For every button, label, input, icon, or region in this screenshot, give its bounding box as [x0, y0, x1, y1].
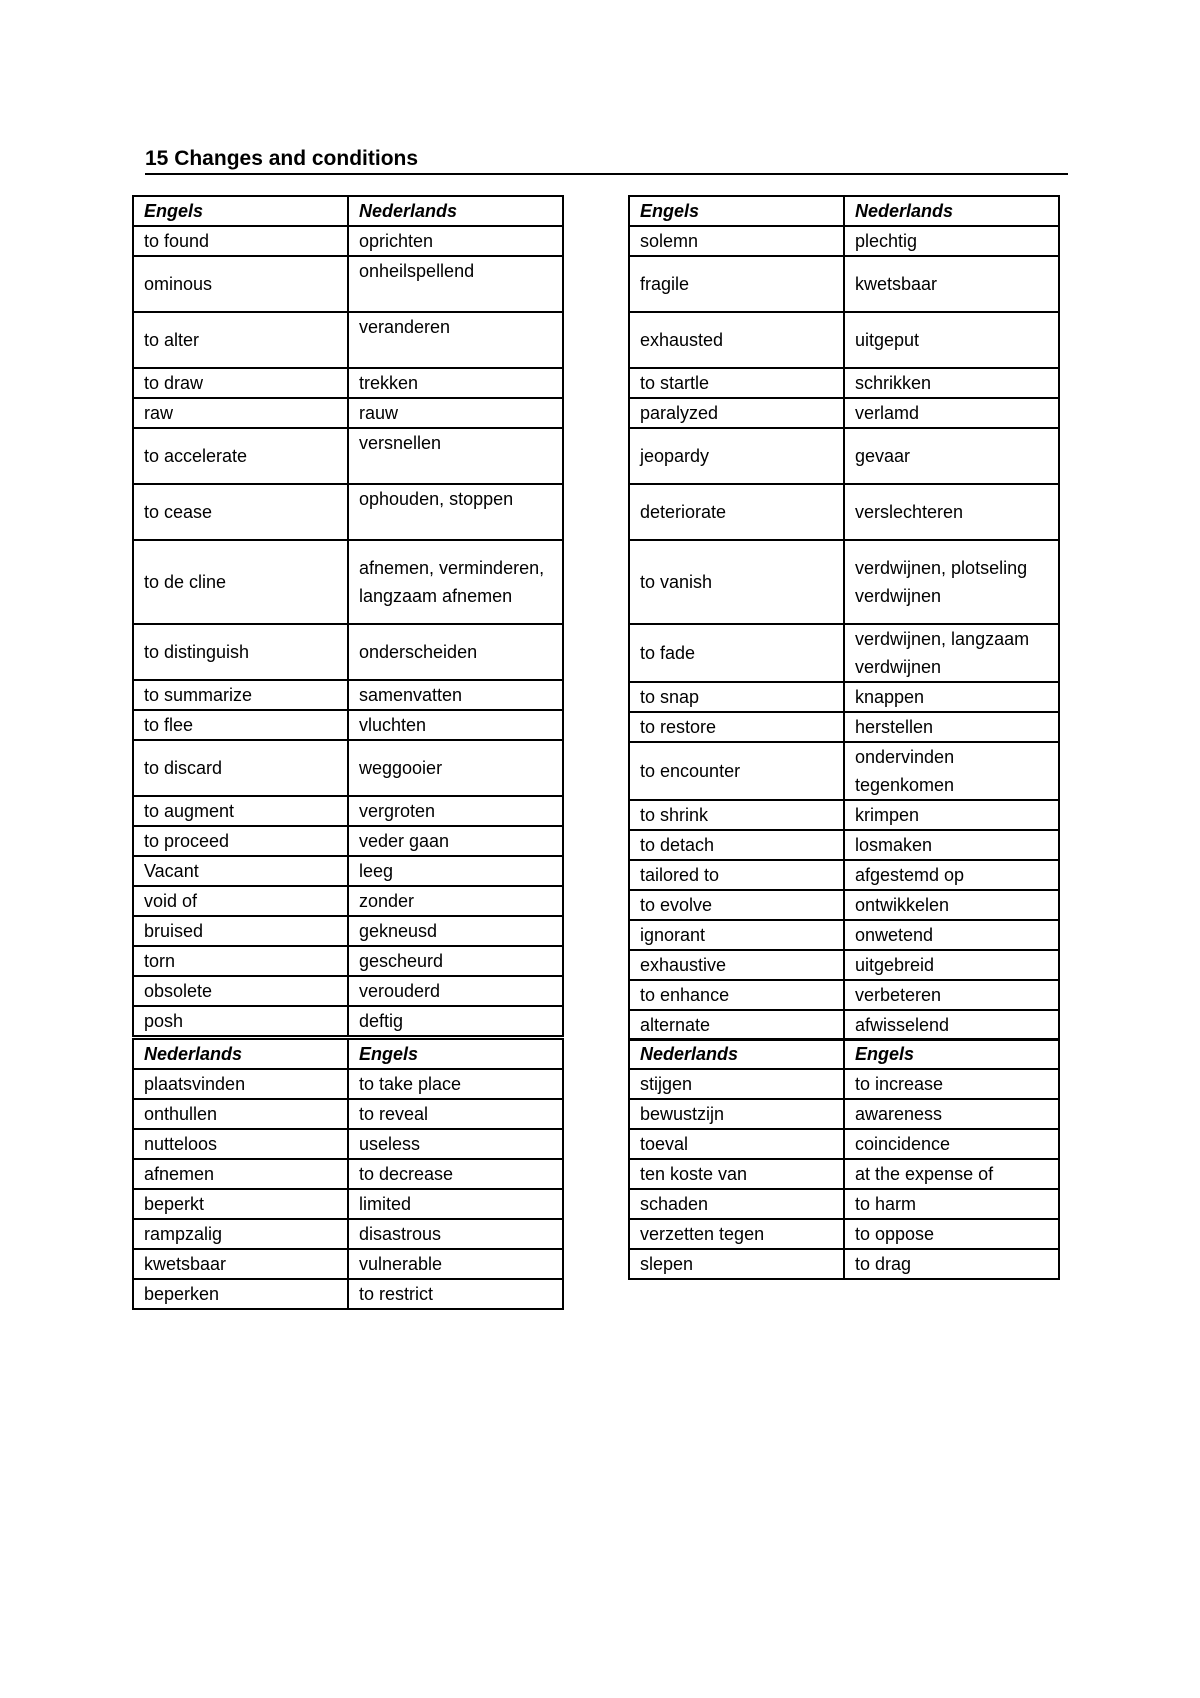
translation-cell: disastrous — [348, 1219, 563, 1249]
table-row — [133, 1069, 563, 1099]
translation-cell: to decrease — [348, 1159, 563, 1189]
table-row — [629, 312, 1059, 368]
term-cell: to evolve — [629, 890, 844, 920]
term-cell: to augment — [133, 796, 348, 826]
table-row — [629, 800, 1059, 830]
translation-cell: verdwijnen, plotseling verdwijnen — [844, 540, 1059, 624]
table-row — [629, 682, 1059, 712]
term-cell: exhausted — [629, 312, 844, 368]
table-row — [629, 428, 1059, 484]
term-cell: to shrink — [629, 800, 844, 830]
table-row — [629, 1010, 1059, 1040]
table-row — [629, 860, 1059, 890]
table-row — [133, 312, 563, 368]
translation-cell: ophouden, stoppen — [348, 484, 563, 540]
table-row — [133, 226, 563, 256]
translation-cell: verbeteren — [844, 980, 1059, 1010]
translation-cell: afgestemd op — [844, 860, 1059, 890]
term-cell: paralyzed — [629, 398, 844, 428]
table-row — [629, 1159, 1059, 1189]
term-cell: ominous — [133, 256, 348, 312]
translation-cell: gevaar — [844, 428, 1059, 484]
translation-cell: samenvatten — [348, 680, 563, 710]
translation-cell: schrikken — [844, 368, 1059, 398]
vocab-table-nederlands-engels-left — [132, 1038, 564, 1310]
term-cell: nutteloos — [133, 1129, 348, 1159]
table-row — [629, 1189, 1059, 1219]
translation-cell: weggooier — [348, 740, 563, 796]
table-row — [629, 890, 1059, 920]
table-row — [133, 796, 563, 826]
translation-cell: veder gaan — [348, 826, 563, 856]
table-row — [629, 1249, 1059, 1279]
term-cell: beperkt — [133, 1189, 348, 1219]
term-cell: ignorant — [629, 920, 844, 950]
translation-cell: awareness — [844, 1099, 1059, 1129]
vocab-table-nederlands-engels-right — [628, 1038, 1060, 1280]
table-row — [629, 950, 1059, 980]
vocab-table-engels-nederlands-left — [132, 195, 564, 1037]
column-header: Engels — [629, 196, 844, 226]
table-row — [133, 1006, 563, 1036]
translation-cell: vluchten — [348, 710, 563, 740]
term-cell: to restore — [629, 712, 844, 742]
table-row — [133, 946, 563, 976]
term-cell: solemn — [629, 226, 844, 256]
column-header: Nederlands — [844, 196, 1059, 226]
term-cell: afnemen — [133, 1159, 348, 1189]
translation-cell: onheilspellend — [348, 256, 563, 312]
table-row — [133, 886, 563, 916]
translation-cell: krimpen — [844, 800, 1059, 830]
term-cell: raw — [133, 398, 348, 428]
table-row — [629, 624, 1059, 682]
term-cell: fragile — [629, 256, 844, 312]
term-cell: posh — [133, 1006, 348, 1036]
translation-cell: zonder — [348, 886, 563, 916]
term-cell: alternate — [629, 1010, 844, 1040]
column-header: Nederlands — [133, 1039, 348, 1069]
table-row — [629, 1099, 1059, 1129]
table-header-row — [629, 1039, 1059, 1069]
page-title: 15 Changes and conditions — [145, 147, 419, 170]
term-cell: to accelerate — [133, 428, 348, 484]
translation-cell: deftig — [348, 1006, 563, 1036]
table-row — [133, 1249, 563, 1279]
vocab-table-engels-nederlands-right — [628, 195, 1060, 1041]
term-cell: deteriorate — [629, 484, 844, 540]
term-cell: jeopardy — [629, 428, 844, 484]
term-cell: obsolete — [133, 976, 348, 1006]
table-row — [629, 398, 1059, 428]
column-header: Engels — [348, 1039, 563, 1069]
table-row — [133, 740, 563, 796]
table-row — [133, 540, 563, 624]
term-cell: to snap — [629, 682, 844, 712]
translation-cell: to take place — [348, 1069, 563, 1099]
table-row — [133, 368, 563, 398]
term-cell: to draw — [133, 368, 348, 398]
table-row — [629, 830, 1059, 860]
translation-cell: rauw — [348, 398, 563, 428]
term-cell: kwetsbaar — [133, 1249, 348, 1279]
translation-cell: limited — [348, 1189, 563, 1219]
translation-cell: afnemen, verminderen, langzaam afnemen — [348, 540, 563, 624]
translation-cell: gekneusd — [348, 916, 563, 946]
table-header-row — [629, 196, 1059, 226]
table-row — [133, 680, 563, 710]
table-row — [133, 428, 563, 484]
translation-cell: uitgeput — [844, 312, 1059, 368]
term-cell: verzetten tegen — [629, 1219, 844, 1249]
column-header: Engels — [133, 196, 348, 226]
table-row — [133, 916, 563, 946]
table-row — [629, 540, 1059, 624]
term-cell: stijgen — [629, 1069, 844, 1099]
term-cell: to proceed — [133, 826, 348, 856]
table-row — [133, 856, 563, 886]
term-cell: to flee — [133, 710, 348, 740]
translation-cell: useless — [348, 1129, 563, 1159]
table-row — [133, 710, 563, 740]
table-header-row — [133, 1039, 563, 1069]
translation-cell: at the expense of — [844, 1159, 1059, 1189]
translation-cell: gescheurd — [348, 946, 563, 976]
term-cell: to discard — [133, 740, 348, 796]
table-row — [133, 1099, 563, 1129]
term-cell: to detach — [629, 830, 844, 860]
term-cell: beperken — [133, 1279, 348, 1309]
term-cell: bewustzijn — [629, 1099, 844, 1129]
table-row — [629, 484, 1059, 540]
translation-cell: ontwikkelen — [844, 890, 1059, 920]
title-underline — [145, 173, 1068, 175]
translation-cell: leeg — [348, 856, 563, 886]
translation-cell: vergroten — [348, 796, 563, 826]
term-cell: to vanish — [629, 540, 844, 624]
table-row — [629, 980, 1059, 1010]
translation-cell: oprichten — [348, 226, 563, 256]
term-cell: exhaustive — [629, 950, 844, 980]
term-cell: void of — [133, 886, 348, 916]
term-cell: to de cline — [133, 540, 348, 624]
translation-cell: to reveal — [348, 1099, 563, 1129]
term-cell: to found — [133, 226, 348, 256]
table-row — [133, 624, 563, 680]
translation-cell: verlamd — [844, 398, 1059, 428]
term-cell: to startle — [629, 368, 844, 398]
translation-cell: uitgebreid — [844, 950, 1059, 980]
term-cell: to alter — [133, 312, 348, 368]
term-cell: torn — [133, 946, 348, 976]
table-row — [133, 826, 563, 856]
column-header: Engels — [844, 1039, 1059, 1069]
translation-cell: herstellen — [844, 712, 1059, 742]
term-cell: to distinguish — [133, 624, 348, 680]
table-row — [629, 712, 1059, 742]
translation-cell: onwetend — [844, 920, 1059, 950]
table-row — [133, 1129, 563, 1159]
term-cell: onthullen — [133, 1099, 348, 1129]
translation-cell: to oppose — [844, 1219, 1059, 1249]
translation-cell: to restrict — [348, 1279, 563, 1309]
table-row — [133, 1219, 563, 1249]
table-row — [133, 256, 563, 312]
term-cell: to summarize — [133, 680, 348, 710]
translation-cell: ondervinden tegenkomen — [844, 742, 1059, 800]
term-cell: to encounter — [629, 742, 844, 800]
translation-cell: verdwijnen, langzaam verdwijnen — [844, 624, 1059, 682]
term-cell: to cease — [133, 484, 348, 540]
translation-cell: to increase — [844, 1069, 1059, 1099]
column-header: Nederlands — [348, 196, 563, 226]
column-header: Nederlands — [629, 1039, 844, 1069]
term-cell: schaden — [629, 1189, 844, 1219]
translation-cell: verouderd — [348, 976, 563, 1006]
translation-cell: onderscheiden — [348, 624, 563, 680]
translation-cell: plechtig — [844, 226, 1059, 256]
translation-cell: kwetsbaar — [844, 256, 1059, 312]
translation-cell: to harm — [844, 1189, 1059, 1219]
translation-cell: versnellen — [348, 428, 563, 484]
table-row — [133, 976, 563, 1006]
table-row — [629, 920, 1059, 950]
translation-cell: afwisselend — [844, 1010, 1059, 1040]
term-cell: rampzalig — [133, 1219, 348, 1249]
term-cell: to fade — [629, 624, 844, 682]
translation-cell: veranderen — [348, 312, 563, 368]
term-cell: tailored to — [629, 860, 844, 890]
table-row — [629, 368, 1059, 398]
table-row — [629, 1069, 1059, 1099]
term-cell: ten koste van — [629, 1159, 844, 1189]
table-row — [133, 398, 563, 428]
term-cell: toeval — [629, 1129, 844, 1159]
term-cell: Vacant — [133, 856, 348, 886]
term-cell: bruised — [133, 916, 348, 946]
translation-cell: trekken — [348, 368, 563, 398]
translation-cell: losmaken — [844, 830, 1059, 860]
table-row — [629, 1129, 1059, 1159]
term-cell: to enhance — [629, 980, 844, 1010]
translation-cell: verslechteren — [844, 484, 1059, 540]
table-row — [629, 256, 1059, 312]
translation-cell: vulnerable — [348, 1249, 563, 1279]
table-row — [133, 484, 563, 540]
table-row — [629, 1219, 1059, 1249]
table-row — [133, 1159, 563, 1189]
translation-cell: to drag — [844, 1249, 1059, 1279]
table-row — [629, 226, 1059, 256]
translation-cell: coincidence — [844, 1129, 1059, 1159]
table-row — [133, 1189, 563, 1219]
translation-cell: knappen — [844, 682, 1059, 712]
table-header-row — [133, 196, 563, 226]
table-row — [629, 742, 1059, 800]
term-cell: slepen — [629, 1249, 844, 1279]
table-row — [133, 1279, 563, 1309]
term-cell: plaatsvinden — [133, 1069, 348, 1099]
